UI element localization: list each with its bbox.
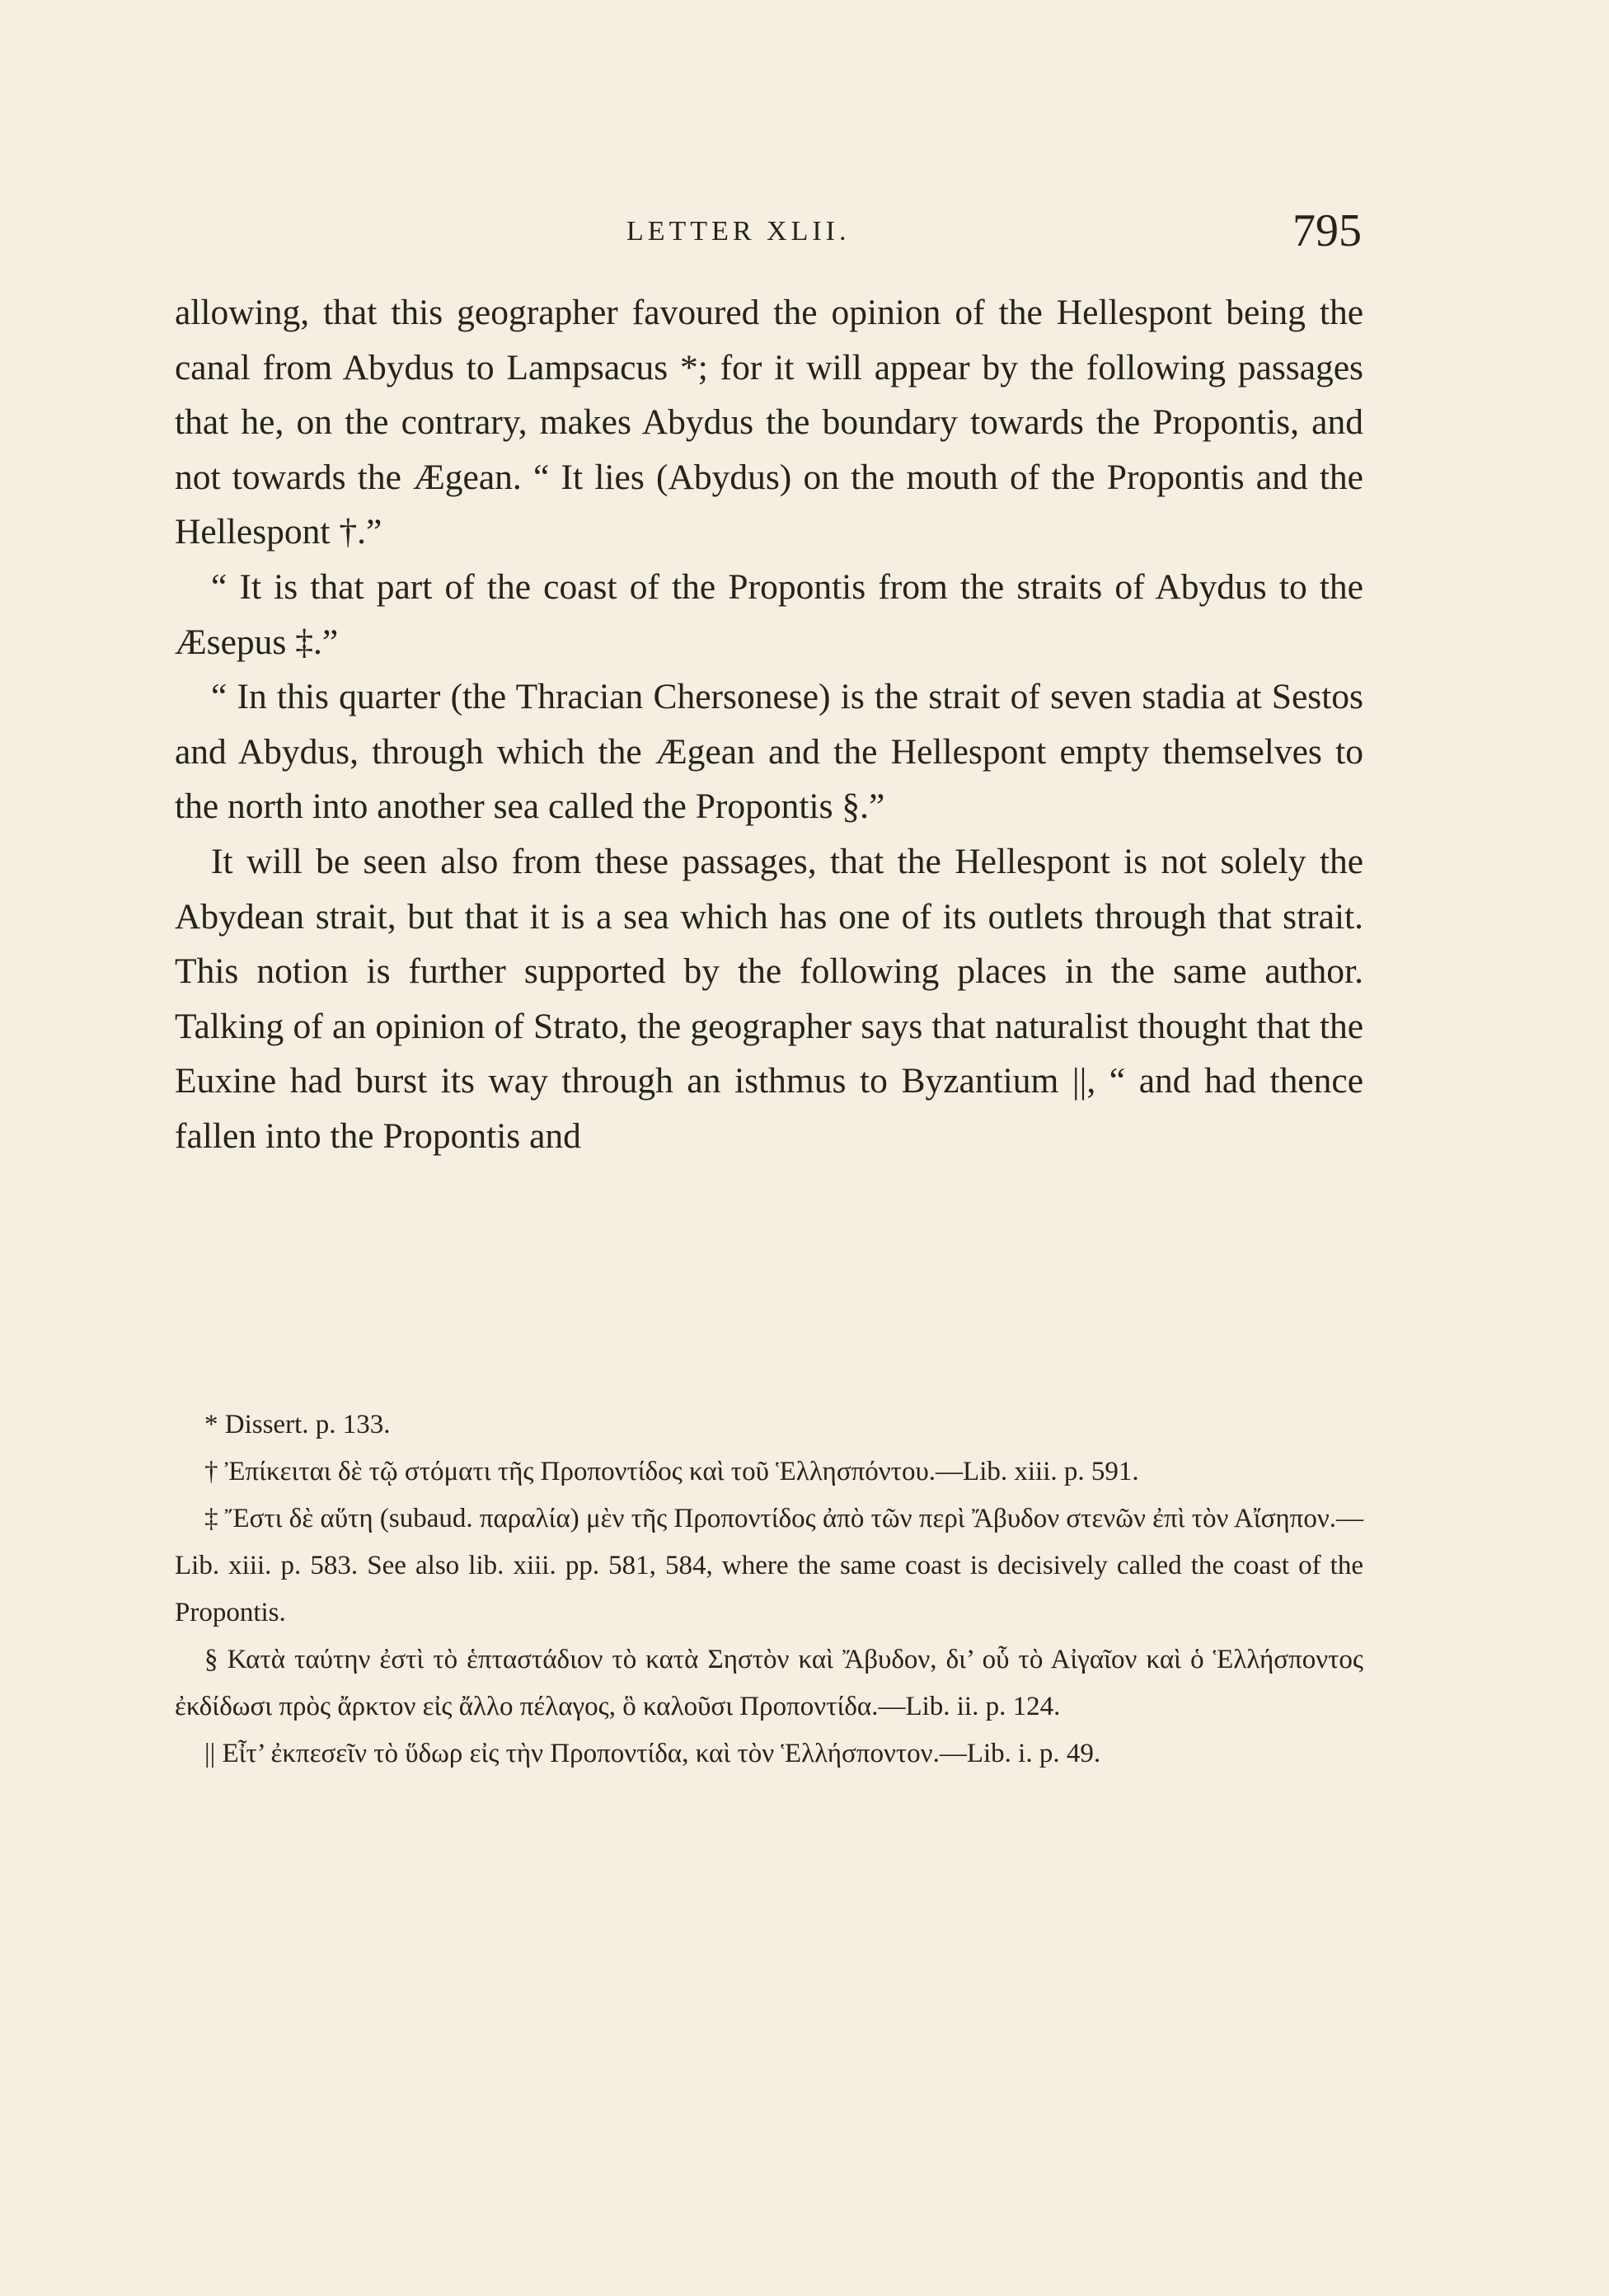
- paragraph: It will be seen also from these passages, that the Hellespont is not solely the Abydean strait, but that it is a sea which has one of its outlets through that strait. This notion is further supported by the following places in the same author. Talking of an opinion of Strato, the geographer says that naturalist thought that the Euxine had burst its way through an isthmus to Byzantium ||, “ and had thence fallen into the Propontis and: [175, 841, 1363, 1156]
- footnote: * Dissert. p. 133.: [204, 1410, 391, 1439]
- page-number: 795: [1292, 205, 1362, 256]
- footnote: † Ἐπίκειται δὲ τῷ στόματι τῆς Προποντίδος καὶ τοῦ Ἑλλησπόντου.—Lib. xiii. p. 591.: [204, 1457, 1139, 1486]
- footnote: § Κατὰ ταύτην ἐστὶ τὸ ἑπταστάδιον τὸ κατὰ Σηστὸν καὶ Ἄβυδον, δι’ οὗ τὸ Αἰγαῖον καὶ ὁ Ἑλλήσποντος ἐκδίδωσι πρὸς ἄρκτον εἰς ἄλλο πέλαγος, ὃ καλοῦσι Προποντίδα.—Lib. ii. p. 124.: [175, 1645, 1363, 1721]
- paragraph: “ In this quarter (the Thracian Chersonese) is the strait of seven stadia at Sestos and Abydus, through which the Ægean and the Hellespont empty themselves to the north into another sea called the Propontis §.”: [175, 677, 1363, 827]
- footnote: ‡ Ἔστι δὲ αὕτη (subaud. παραλία) μὲν τῆς Προποντίδος ἀπὸ τῶν περὶ Ἄβυδον στενῶν ἐπὶ τὸν Αἴσηπον.—Lib. xiii. p. 583. See also lib. xiii. pp. 581, 584, where the same coast is decisively called the coast of the Propontis.: [175, 1504, 1363, 1627]
- body-text: [175, 285, 1363, 1164]
- page-header: [0, 204, 1609, 270]
- footnotes: [175, 1402, 1363, 1777]
- footnote: || Εἶτ’ ἐκπεσεῖν τὸ ὕδωρ εἰς τὴν Προποντίδα, καὶ τὸν Ἑλλήσποντον.—Lib. i. p. 49.: [204, 1739, 1101, 1768]
- paragraph: “ It is that part of the coast of the Propontis from the straits of Abydus to the Æsepus ‡.”: [175, 566, 1363, 662]
- running-title: LETTER XLII.: [626, 216, 851, 247]
- paragraph: allowing, that this geographer favoured the opinion of the Hellespont being the canal from Abydus to Lampsacus *; for it will appear by the following passages that he, on the contrary, makes Abydus the boundary towards the Propontis, and not towards the Ægean. “ It lies (Abydus) on the mouth of the Propontis and the Hellespont †.”: [175, 293, 1363, 552]
